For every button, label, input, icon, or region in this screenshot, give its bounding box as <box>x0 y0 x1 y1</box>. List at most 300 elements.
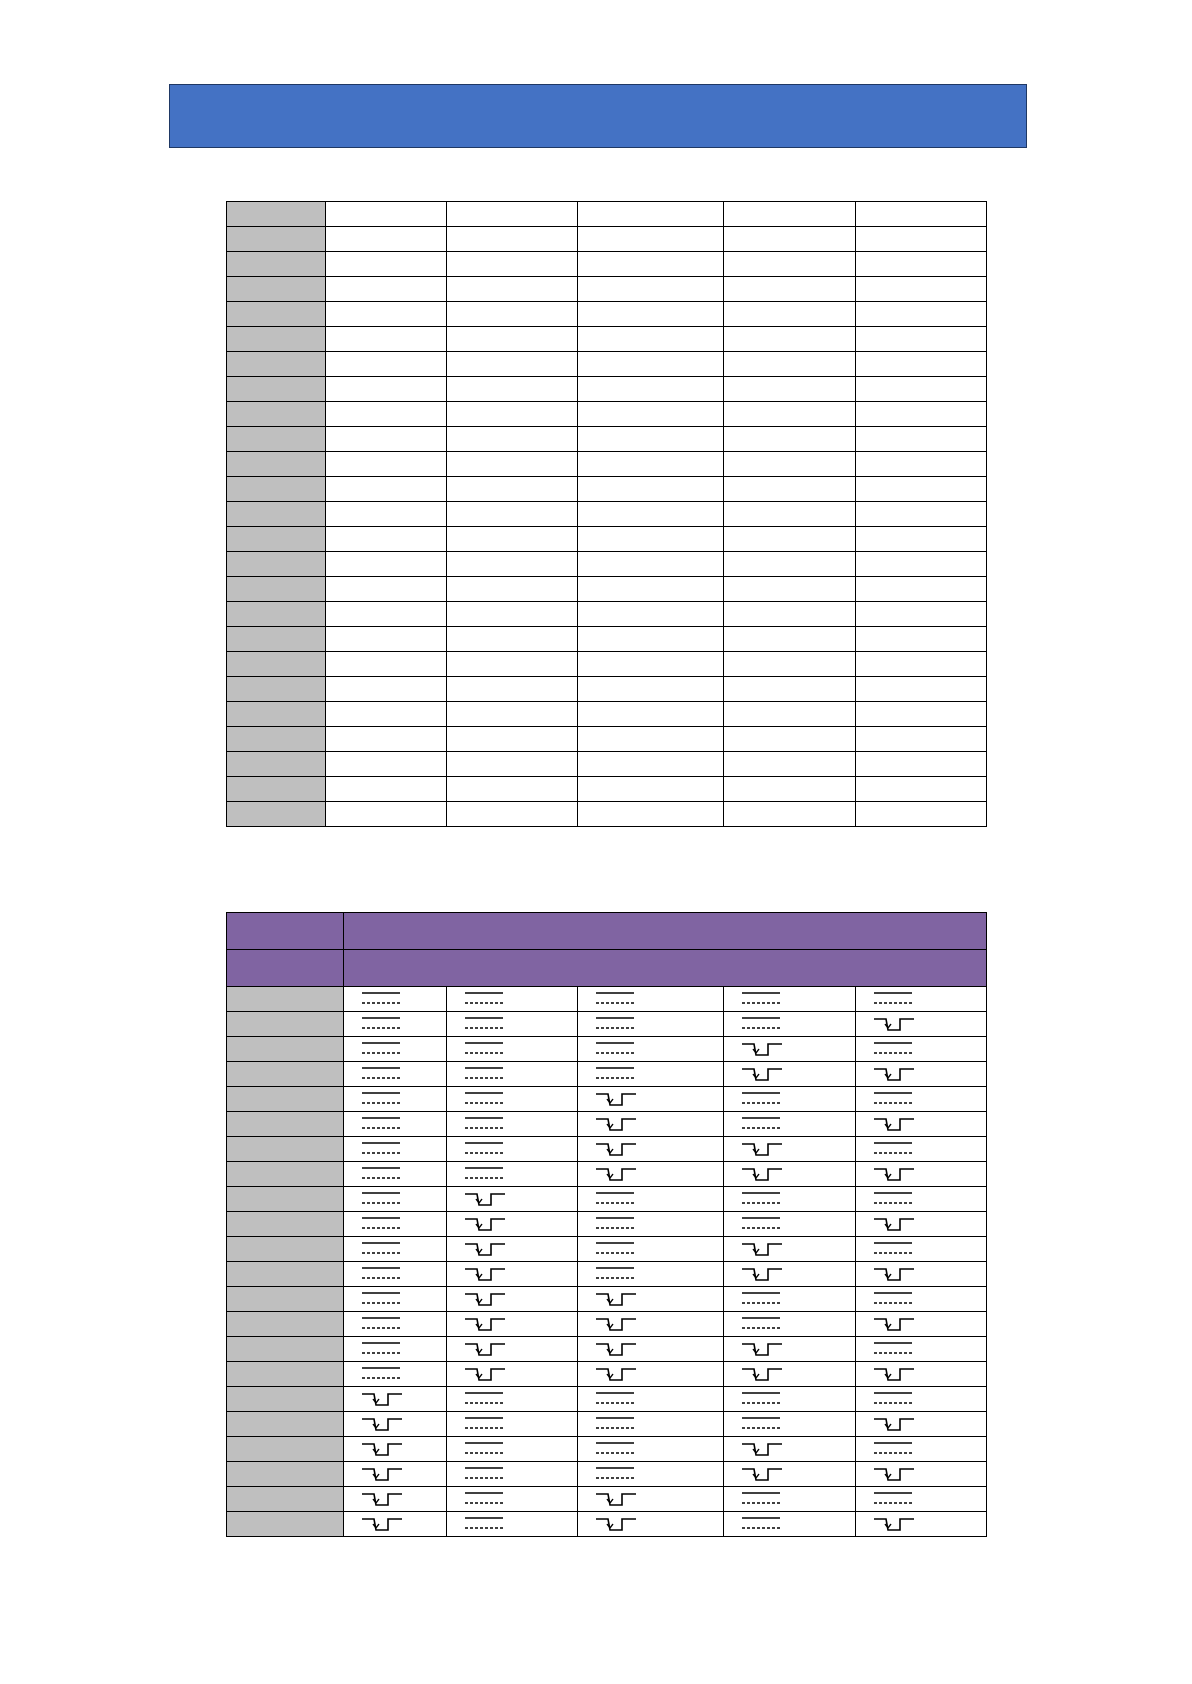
signal-cell <box>344 1212 447 1237</box>
table-cell <box>578 502 724 527</box>
signal-cell <box>344 1012 447 1037</box>
signal-cell <box>724 1287 856 1312</box>
table-cell <box>578 577 724 602</box>
steady-signal-icon <box>360 1090 404 1108</box>
steady-signal-icon <box>463 1090 507 1108</box>
steady-signal-icon <box>463 1140 507 1158</box>
table-row <box>227 727 987 752</box>
row-header-cell <box>227 1137 344 1162</box>
pulse-signal-icon <box>594 1490 638 1508</box>
table-row <box>227 1262 987 1287</box>
table-row <box>227 1187 987 1212</box>
table-row <box>227 1462 987 1487</box>
table-cell <box>856 652 987 677</box>
table-cell <box>326 577 447 602</box>
signal-cell <box>856 1037 987 1062</box>
signal-cell <box>447 1012 578 1037</box>
steady-signal-icon <box>872 1490 916 1508</box>
table-cell <box>447 227 578 252</box>
row-header-cell <box>227 1212 344 1237</box>
table-cell <box>326 552 447 577</box>
pulse-signal-icon <box>594 1115 638 1133</box>
steady-signal-icon <box>740 1415 784 1433</box>
steady-signal-icon <box>360 1115 404 1133</box>
table-cell <box>856 377 987 402</box>
table-row <box>227 252 987 277</box>
pulse-signal-icon <box>360 1465 404 1483</box>
signal-cell <box>724 1087 856 1112</box>
signal-cell <box>447 1137 578 1162</box>
steady-signal-icon <box>872 1440 916 1458</box>
table-cell <box>447 627 578 652</box>
pulse-signal-icon <box>463 1240 507 1258</box>
signal-cell <box>578 1237 724 1262</box>
steady-signal-icon <box>872 1090 916 1108</box>
table-cell <box>447 477 578 502</box>
signal-cell <box>578 1512 724 1537</box>
pulse-signal-icon <box>594 1290 638 1308</box>
table-cell <box>447 527 578 552</box>
pulse-signal-icon <box>740 1040 784 1058</box>
table-cell <box>578 452 724 477</box>
steady-signal-icon <box>360 1065 404 1083</box>
signal-cell <box>856 1062 987 1087</box>
table-cell <box>326 302 447 327</box>
steady-signal-icon <box>360 990 404 1008</box>
signal-cell <box>578 1062 724 1087</box>
pulse-signal-icon <box>360 1515 404 1533</box>
signal-cell <box>447 987 578 1012</box>
steady-signal-icon <box>740 1515 784 1533</box>
signal-cell <box>724 1162 856 1187</box>
title-banner <box>169 84 1027 148</box>
signal-cell <box>856 1212 987 1237</box>
table-row <box>227 677 987 702</box>
pulse-signal-icon <box>740 1165 784 1183</box>
steady-signal-icon <box>594 1015 638 1033</box>
pulse-signal-icon <box>463 1315 507 1333</box>
table-cell <box>447 352 578 377</box>
steady-signal-icon <box>594 1415 638 1433</box>
table-cell <box>856 627 987 652</box>
pulse-signal-icon <box>872 1115 916 1133</box>
steady-signal-icon <box>740 1090 784 1108</box>
pulse-signal-icon <box>360 1440 404 1458</box>
table-row <box>227 802 987 827</box>
steady-signal-icon <box>463 1440 507 1458</box>
table-cell <box>326 477 447 502</box>
pulse-signal-icon <box>463 1290 507 1308</box>
steady-signal-icon <box>872 1390 916 1408</box>
table-cell <box>724 602 856 627</box>
table-row <box>227 1312 987 1337</box>
signal-cell <box>724 1312 856 1337</box>
row-header-cell <box>227 527 326 552</box>
table-row <box>227 452 987 477</box>
pulse-signal-icon <box>740 1465 784 1483</box>
signal-cell <box>578 1087 724 1112</box>
table-row <box>227 1137 987 1162</box>
signal-cell <box>344 1512 447 1537</box>
table-cell <box>578 777 724 802</box>
signal-cell <box>344 1237 447 1262</box>
row-header-cell <box>227 777 326 802</box>
pulse-signal-icon <box>872 1265 916 1283</box>
signal-cell <box>578 1412 724 1437</box>
signal-cell <box>447 1212 578 1237</box>
row-header-cell <box>227 987 344 1012</box>
row-header-cell <box>227 302 326 327</box>
signal-cell <box>856 1087 987 1112</box>
table-row <box>227 577 987 602</box>
table-cell <box>447 702 578 727</box>
steady-signal-icon <box>360 1040 404 1058</box>
steady-signal-icon <box>463 1465 507 1483</box>
table-row <box>227 652 987 677</box>
table-row <box>227 1487 987 1512</box>
signal-cell <box>724 1187 856 1212</box>
signal-cell <box>724 1362 856 1387</box>
table-cell <box>856 677 987 702</box>
row-header-cell <box>227 1312 344 1337</box>
table-cell <box>856 752 987 777</box>
table-cell <box>447 677 578 702</box>
table-cell <box>578 252 724 277</box>
table-cell <box>447 752 578 777</box>
pulse-signal-icon <box>872 1015 916 1033</box>
table-cell <box>578 552 724 577</box>
table-cell <box>724 802 856 827</box>
signal-cell <box>724 1412 856 1437</box>
signal-cell <box>447 1462 578 1487</box>
steady-signal-icon <box>594 1240 638 1258</box>
signal-cell <box>578 1337 724 1362</box>
row-header-cell <box>227 327 326 352</box>
table-row <box>227 1062 987 1087</box>
table-row <box>227 377 987 402</box>
table-cell <box>856 527 987 552</box>
pulse-signal-icon <box>740 1265 784 1283</box>
table-row <box>227 1012 987 1037</box>
row-header-cell <box>227 1437 344 1462</box>
steady-signal-icon <box>463 1415 507 1433</box>
signal-cell <box>447 1362 578 1387</box>
signal-cell <box>578 1137 724 1162</box>
steady-signal-icon <box>872 1340 916 1358</box>
row-header-cell <box>227 352 326 377</box>
table-cell <box>578 302 724 327</box>
steady-signal-icon <box>594 1065 638 1083</box>
pulse-signal-icon <box>872 1515 916 1533</box>
pulse-signal-icon <box>594 1515 638 1533</box>
signal-cell <box>724 1337 856 1362</box>
table-row <box>227 1237 987 1262</box>
table-cell <box>447 427 578 452</box>
signal-cell <box>344 1062 447 1087</box>
row-header-cell <box>227 1237 344 1262</box>
table-cell <box>326 402 447 427</box>
pulse-signal-icon <box>360 1415 404 1433</box>
steady-signal-icon <box>740 1290 784 1308</box>
table-row <box>227 1037 987 1062</box>
steady-signal-icon <box>463 1115 507 1133</box>
steady-signal-icon <box>463 1040 507 1058</box>
signal-cell <box>447 1387 578 1412</box>
signal-cell <box>447 1262 578 1287</box>
signal-cell <box>578 1012 724 1037</box>
table-row <box>227 1112 987 1137</box>
steady-signal-icon <box>740 1490 784 1508</box>
signal-cell <box>344 1462 447 1487</box>
signal-cell <box>724 1512 856 1537</box>
pulse-signal-icon <box>594 1315 638 1333</box>
table-cell <box>578 652 724 677</box>
pulse-signal-icon <box>872 1415 916 1433</box>
table-row <box>227 1212 987 1237</box>
table-cell <box>724 502 856 527</box>
row-header-cell <box>227 652 326 677</box>
table-row <box>227 627 987 652</box>
steady-signal-icon <box>594 990 638 1008</box>
table-cell <box>326 227 447 252</box>
table-cell <box>326 777 447 802</box>
header-span-cell <box>344 913 987 950</box>
steady-signal-icon <box>360 1290 404 1308</box>
row-header-cell <box>227 452 326 477</box>
steady-signal-icon <box>463 1065 507 1083</box>
row-header-cell <box>227 552 326 577</box>
signal-cell <box>344 1487 447 1512</box>
table-cell <box>856 702 987 727</box>
table-cell <box>578 602 724 627</box>
pulse-signal-icon <box>740 1365 784 1383</box>
pulse-signal-icon <box>594 1140 638 1158</box>
table-cell <box>326 802 447 827</box>
table-row <box>227 302 987 327</box>
row-header-cell <box>227 1462 344 1487</box>
table-cell <box>326 202 447 227</box>
pulse-signal-icon <box>740 1340 784 1358</box>
table-cell <box>724 552 856 577</box>
signal-cell <box>724 1012 856 1037</box>
table-cell <box>447 202 578 227</box>
signal-cell <box>578 987 724 1012</box>
table-row <box>227 987 987 1012</box>
signal-cell <box>344 1312 447 1337</box>
table-row <box>227 327 987 352</box>
signal-cell <box>578 1362 724 1387</box>
signal-cell <box>856 1287 987 1312</box>
signal-cell <box>447 1337 578 1362</box>
table-cell <box>447 777 578 802</box>
row-header-cell <box>227 477 326 502</box>
row-header-cell <box>227 1512 344 1537</box>
steady-signal-icon <box>594 1215 638 1233</box>
steady-signal-icon <box>360 1215 404 1233</box>
table-cell <box>326 327 447 352</box>
signal-cell <box>724 1437 856 1462</box>
signal-cell <box>578 1262 724 1287</box>
row-header-cell <box>227 602 326 627</box>
signal-cell <box>447 1037 578 1062</box>
table-cell <box>856 327 987 352</box>
row-header-cell <box>227 252 326 277</box>
signal-cell <box>724 1262 856 1287</box>
signal-cell <box>344 1037 447 1062</box>
table-row <box>227 427 987 452</box>
table-cell <box>326 752 447 777</box>
table-cell <box>326 702 447 727</box>
signal-cell <box>724 987 856 1012</box>
table-cell <box>724 452 856 477</box>
table-row <box>227 1387 987 1412</box>
pulse-signal-icon <box>740 1240 784 1258</box>
table-cell <box>447 727 578 752</box>
table-cell <box>856 777 987 802</box>
table-cell <box>856 577 987 602</box>
steady-signal-icon <box>872 1240 916 1258</box>
table-row <box>227 202 987 227</box>
steady-signal-icon <box>740 1315 784 1333</box>
pulse-signal-icon <box>740 1440 784 1458</box>
table-row <box>227 477 987 502</box>
pulse-signal-icon <box>594 1340 638 1358</box>
steady-signal-icon <box>740 990 784 1008</box>
pulse-signal-icon <box>872 1165 916 1183</box>
signal-cell <box>856 1387 987 1412</box>
table-row <box>227 277 987 302</box>
table-row <box>227 702 987 727</box>
signal-cell <box>724 1037 856 1062</box>
table-cell <box>578 352 724 377</box>
row-header-cell <box>227 277 326 302</box>
signal-cell <box>724 1062 856 1087</box>
signal-cell <box>856 1362 987 1387</box>
pulse-signal-icon <box>872 1365 916 1383</box>
signal-cell <box>724 1462 856 1487</box>
row-header-cell <box>227 1037 344 1062</box>
pulse-signal-icon <box>594 1365 638 1383</box>
signal-cell <box>578 1387 724 1412</box>
table-cell <box>724 702 856 727</box>
table-row <box>227 1362 987 1387</box>
table-cell <box>578 227 724 252</box>
signal-cell <box>578 1037 724 1062</box>
row-header-cell <box>227 1062 344 1087</box>
signal-cell <box>447 1412 578 1437</box>
pulse-signal-icon <box>463 1365 507 1383</box>
table-cell <box>578 752 724 777</box>
signal-cell <box>578 1462 724 1487</box>
table-cell <box>724 252 856 277</box>
signal-cell <box>344 1437 447 1462</box>
signal-cell <box>578 1437 724 1462</box>
table-cell <box>724 752 856 777</box>
pulse-signal-icon <box>360 1490 404 1508</box>
signal-cell <box>578 1487 724 1512</box>
signal-cell <box>447 1187 578 1212</box>
header-row <box>227 913 987 950</box>
header-cell <box>227 950 344 987</box>
table-cell <box>578 527 724 552</box>
signal-cell <box>724 1212 856 1237</box>
table-cell <box>578 727 724 752</box>
pulse-signal-icon <box>360 1390 404 1408</box>
table-cell <box>326 602 447 627</box>
pulse-signal-icon <box>463 1215 507 1233</box>
signal-cell <box>724 1387 856 1412</box>
table-cell <box>578 677 724 702</box>
row-header-cell <box>227 627 326 652</box>
table-cell <box>578 327 724 352</box>
steady-signal-icon <box>463 1390 507 1408</box>
signal-cell <box>856 1237 987 1262</box>
steady-signal-icon <box>594 1465 638 1483</box>
row-header-cell <box>227 1287 344 1312</box>
table-cell <box>447 402 578 427</box>
pulse-signal-icon <box>872 1465 916 1483</box>
signal-cell <box>344 1287 447 1312</box>
row-header-cell <box>227 402 326 427</box>
row-header-cell <box>227 1262 344 1287</box>
row-header-cell <box>227 727 326 752</box>
signal-cell <box>447 1162 578 1187</box>
table-row <box>227 1087 987 1112</box>
table-cell <box>724 352 856 377</box>
table-cell <box>578 802 724 827</box>
table-cell <box>326 727 447 752</box>
table-cell <box>578 202 724 227</box>
table-cell <box>856 477 987 502</box>
table-cell <box>856 202 987 227</box>
table-cell <box>856 277 987 302</box>
table-cell <box>326 277 447 302</box>
steady-signal-icon <box>360 1140 404 1158</box>
table-cell <box>856 727 987 752</box>
table-row <box>227 752 987 777</box>
signal-cell <box>344 1137 447 1162</box>
signal-cell <box>578 1112 724 1137</box>
steady-signal-icon <box>463 1015 507 1033</box>
signal-cell <box>856 1262 987 1287</box>
signal-cell <box>344 1162 447 1187</box>
row-header-cell <box>227 1487 344 1512</box>
signal-cell <box>578 1187 724 1212</box>
signal-cell <box>856 1462 987 1487</box>
table-cell <box>856 252 987 277</box>
steady-signal-icon <box>463 1515 507 1533</box>
signal-cell <box>344 1262 447 1287</box>
steady-signal-icon <box>740 1015 784 1033</box>
row-header-cell <box>227 502 326 527</box>
signal-cell <box>344 1337 447 1362</box>
pulse-signal-icon <box>594 1165 638 1183</box>
row-header-cell <box>227 752 326 777</box>
pulse-signal-icon <box>872 1065 916 1083</box>
row-header-cell <box>227 377 326 402</box>
table-cell <box>326 527 447 552</box>
table-row <box>227 552 987 577</box>
table-cell <box>724 427 856 452</box>
steady-signal-icon <box>360 1015 404 1033</box>
table-cell <box>447 802 578 827</box>
table-cell <box>447 452 578 477</box>
steady-signal-icon <box>872 1290 916 1308</box>
signal-cell <box>447 1112 578 1137</box>
table-cell <box>856 802 987 827</box>
signal-cell <box>724 1237 856 1262</box>
row-header-cell <box>227 1412 344 1437</box>
